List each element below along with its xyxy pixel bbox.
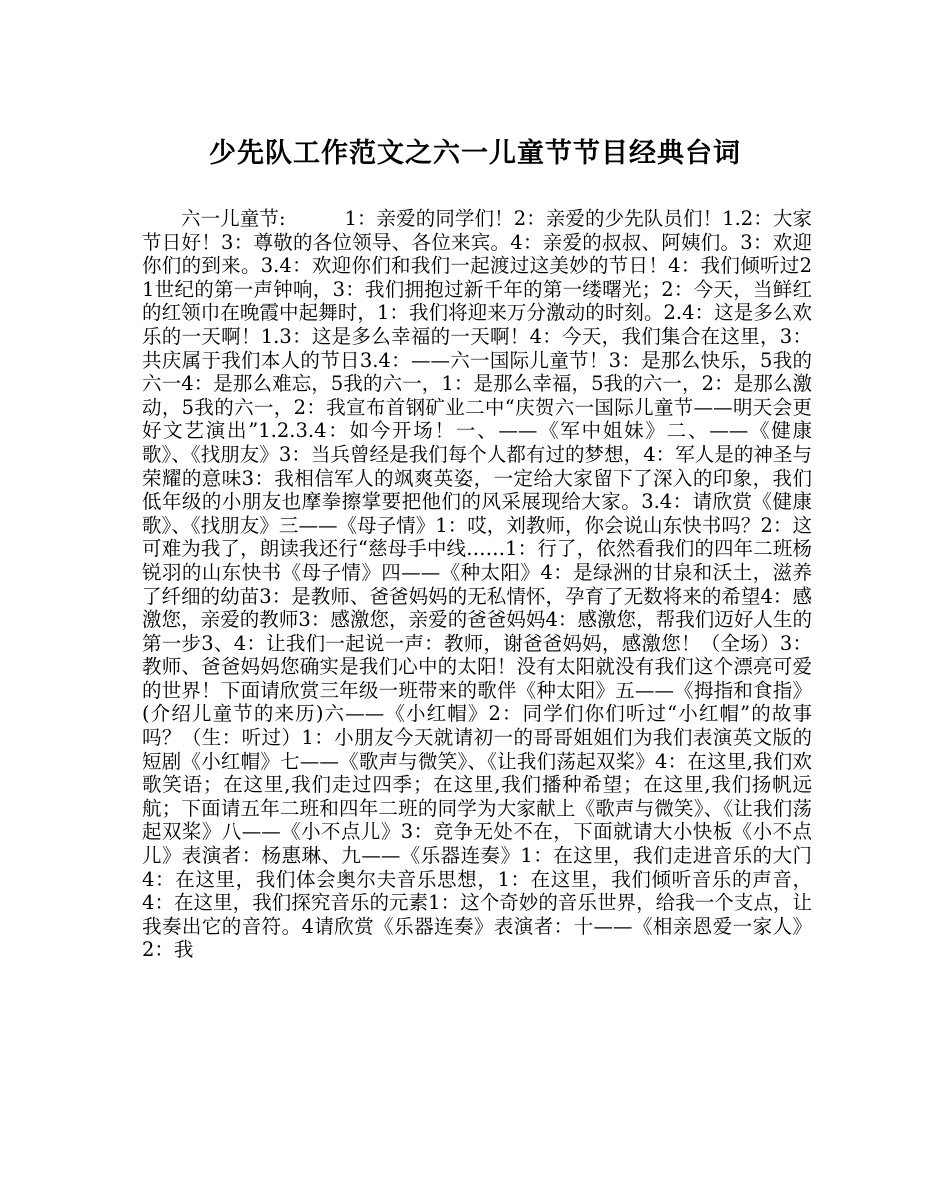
document-title: 少先队工作范文之六一儿童节节目经典台词 <box>209 138 741 169</box>
document-body: 六一儿童节: 1：亲爱的同学们！2：亲爱的少先队员们！1.2：大家节日好！3：尊敬的各位领导、各位来宾。4：亲爱的叔叔、阿姨们。3：欢迎你们的到来。3.4：欢迎你们和我们一起渡过这美妙的节日！4：我们倾听过21世纪的第一声钟响，3：我们拥抱过新千年的第一缕曙光；2：今天，当鲜红的红领巾在晚霞中起舞时，1：我们将迎来万分激动的时刻。2.4：这是多么欢乐的一天啊！1.3：这是多么幸福的一天啊！4：今天，我们集合在这里，3：共庆属于我们本人的节日3.4：——六一国际儿童节！3：是那么快乐，5我的六一4：是那么难忘，5我的六一，1：是那么幸福，5我的六一，2：是那么激动，5我的六一，2：我宣布首钢矿业二中“庆贺六一国际儿童节——明天会更好文艺演出”1.2.3.4：如今开场！一、——《军中姐妹》二、——《健康歌》、《找朋友》3：当兵曾经是我们每个人都有过的梦想，4：军人是的神圣与荣耀的意味3：我相信军人的飒爽英姿，一定给大家留下了深入的印象，我们低年级的小朋友也摩拳擦掌要把他们的风采展现给大家。3.4：请欣赏《健康歌》、《找朋友》三——《母子情》1：哎，刘教师，你会说山东快书吗？2：这可难为我了，朗读我还行“慈母手中线……1：行了，依然看我们的四年二班杨锐羽的山东快书《母子情》四——《种太阳》4：是绿洲的甘泉和沃土，滋养了纤细的幼苗3：是教师、爸爸妈妈的无私情怀，孕育了无数将来的希望4：感激您，亲爱的教师3：感激您，亲爱的爸爸妈妈4：感激您，帮我们迈好人生的第一步3、4：让我们一起说一声：教师，谢爸爸妈妈，感激您！（全场）3：教师、爸爸妈妈您确实是我们心中的太阳！没有太阳就没有我们这个漂亮可爱的世界！下面请欣赏三年级一班带来的歌伴《种太阳》五——《拇指和食指》(介绍儿童节的来历)六——《小红帽》2：同学们你们听过“小红帽”的故事吗？（生：听过）1：小朋友今天就请初一的哥哥姐姐们为我们表演英文版的短剧《小红帽》七——《歌声与微笑》、《让我们荡起双桨》4：在这里,我们欢歌笑语；在这里,我们走过四季；在这里,我们播种希望；在这里,我们扬帆远航；下面请五年二班和四年二班的同学为大家献上《歌声与微笑》、《让我们荡起双桨》八——《小不点儿》3：竞争无处不在，下面就请大小快板《小不点儿》表演者：杨惠琳、九——《乐器连奏》1：在这里，我们走进音乐的大门4：在这里，我们体会奥尔夫音乐思想，1：在这里，我们倾听音乐的声音，4：在这里，我们探究音乐的元素1：这个奇妙的音乐世界，给我一个支点，让我奏出它的音符。4请欣赏《乐器连奏》表演者：十——《相亲恩爱一家人》2：我 <box>142 207 812 962</box>
